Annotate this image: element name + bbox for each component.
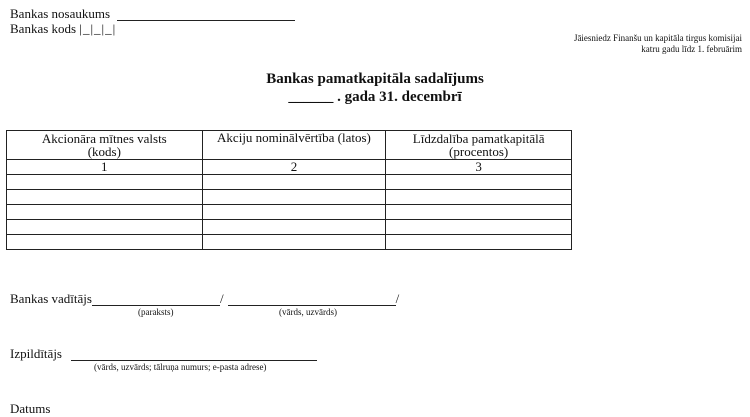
signature-hint: (paraksts) xyxy=(138,307,174,317)
column-index: 3 xyxy=(386,160,572,175)
header-country-line1: Akcionāra mītnes valsts xyxy=(41,131,167,146)
table-index-row xyxy=(7,160,572,175)
name-hint: (vārds, uzvārds) xyxy=(279,307,337,317)
submission-note xyxy=(574,33,742,55)
table-header-row xyxy=(7,131,572,160)
header-participation-line2: (procentos) xyxy=(449,144,509,159)
page-subtitle-date: ______ . gada 31. decembrī xyxy=(288,89,462,105)
table-row xyxy=(7,175,572,190)
table-cell[interactable] xyxy=(386,220,572,235)
table-row xyxy=(7,205,572,220)
bank-name-field[interactable] xyxy=(117,8,295,21)
signature-separator: / xyxy=(219,291,224,306)
bank-code-label: Bankas kods xyxy=(10,21,77,36)
page-title: Bankas pamatkapitāla sadalījums xyxy=(266,71,484,87)
date-label: Datums xyxy=(10,401,51,416)
table-cell[interactable] xyxy=(7,205,203,220)
table-row xyxy=(7,220,572,235)
manager-label: Bankas vadītājs xyxy=(10,291,92,306)
capital-distribution-table xyxy=(6,130,572,250)
manager-name-field[interactable] xyxy=(228,293,396,306)
bank-name-row xyxy=(10,6,295,21)
column-index: 1 xyxy=(7,160,203,175)
header-cell-country xyxy=(7,131,203,160)
table-cell[interactable] xyxy=(7,190,203,205)
table-cell[interactable] xyxy=(202,190,386,205)
executor-row xyxy=(10,346,317,361)
bank-code-row xyxy=(10,21,116,36)
table-cell[interactable] xyxy=(202,205,386,220)
table-cell[interactable] xyxy=(386,190,572,205)
header-participation-line1: Līdzdalība pamatkapitālā xyxy=(412,131,545,146)
table-cell[interactable] xyxy=(202,220,386,235)
table-cell[interactable] xyxy=(386,205,572,220)
submission-note-line2: katru gadu līdz 1. februārim xyxy=(641,44,742,54)
table-cell[interactable] xyxy=(7,175,203,190)
table-row xyxy=(7,235,572,250)
table-cell[interactable] xyxy=(202,235,386,250)
table-row xyxy=(7,190,572,205)
executor-label: Izpildītājs xyxy=(10,346,62,361)
header-cell-participation xyxy=(386,131,572,160)
bank-name-label: Bankas nosaukums xyxy=(10,6,111,21)
header-country-line2: (kods) xyxy=(87,144,121,159)
table-cell[interactable] xyxy=(7,220,203,235)
table-cell[interactable] xyxy=(386,175,572,190)
submission-note-line1: Jāiesniedz Finanšu un kapitāla tirgus komisijai xyxy=(573,33,742,43)
signature-separator-end: / xyxy=(395,291,400,306)
header-nominal-line1: Akciju nominālvērtība (latos) xyxy=(217,130,371,145)
manager-signature-field[interactable] xyxy=(92,293,220,306)
header-cell-nominal-value xyxy=(202,131,386,160)
table-cell[interactable] xyxy=(202,175,386,190)
executor-hint: (vārds, uzvārds; tālruņa numurs; e-pasta adrese) xyxy=(94,362,267,372)
table-cell[interactable] xyxy=(7,235,203,250)
manager-signature-row xyxy=(10,291,399,306)
column-index: 2 xyxy=(202,160,386,175)
bank-code-boxes[interactable]: |_|_|_| xyxy=(79,21,117,36)
executor-field[interactable] xyxy=(71,348,317,361)
table-cell[interactable] xyxy=(386,235,572,250)
